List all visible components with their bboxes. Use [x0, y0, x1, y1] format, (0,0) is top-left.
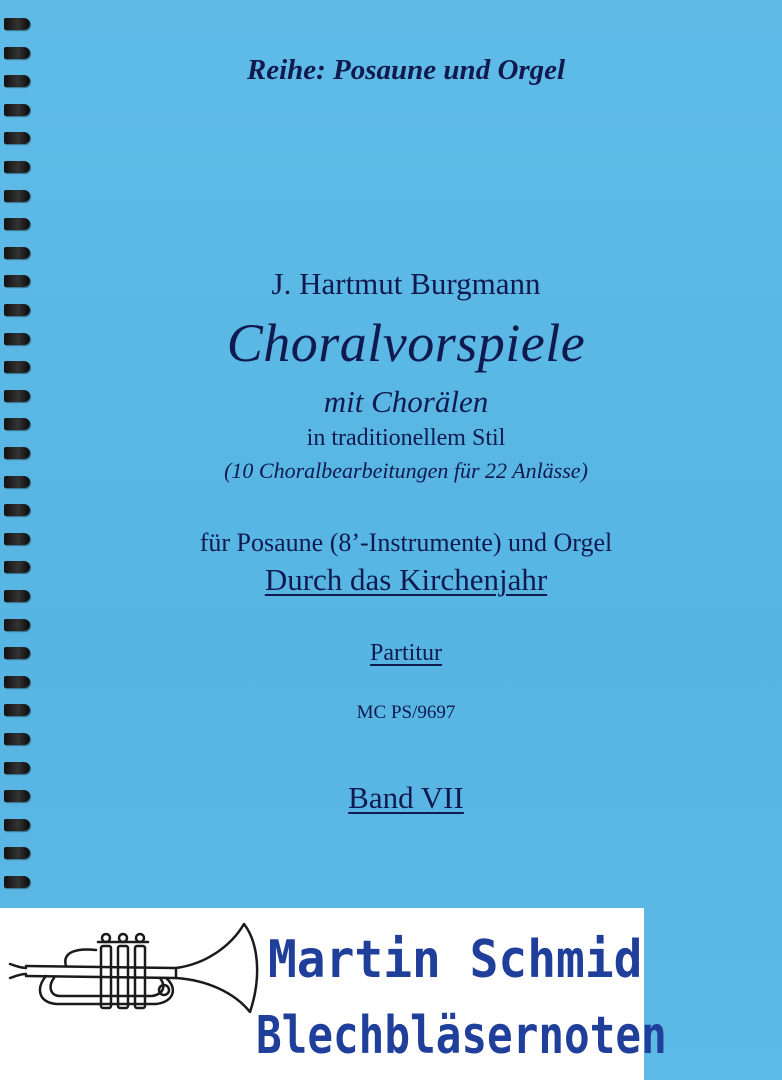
spiral-coil	[4, 619, 30, 631]
style-description: in traditionellem Stil	[306, 425, 506, 451]
spiral-coil	[4, 18, 30, 30]
spiral-coil	[4, 218, 30, 230]
main-title: Choralvorspiele	[226, 313, 586, 373]
spiral-coil	[4, 275, 30, 287]
spiral-coil	[4, 47, 30, 59]
logo-name: Martin Schmid	[268, 930, 643, 990]
arrangement-count: (10 Choralbearbeitungen für 22 Anlässe)	[224, 458, 588, 483]
volume-text: Band VII	[348, 780, 464, 815]
spiral-coil	[4, 418, 30, 430]
spiral-coil	[4, 304, 30, 316]
spiral-coil	[4, 819, 30, 831]
trumpet-icon	[6, 916, 270, 1026]
series-title: Reihe: Posaune und Orgel	[246, 54, 566, 86]
season-title	[30, 562, 782, 598]
logo-subtitle: Blechbläsernoten	[256, 1006, 667, 1066]
catalog-number: MC PS/9697	[356, 702, 456, 723]
volume-label	[30, 780, 782, 816]
spiral-coil	[4, 561, 30, 573]
score-type	[30, 640, 782, 667]
spiral-coil	[4, 361, 30, 373]
spiral-coil	[4, 447, 30, 459]
spiral-coil	[4, 476, 30, 488]
spiral-coil	[4, 132, 30, 144]
spiral-coil	[4, 75, 30, 87]
spiral-coil	[4, 190, 30, 202]
spiral-coil	[4, 590, 30, 602]
spiral-coil	[4, 762, 30, 774]
instrumentation: für Posaune (8’-Instrumente) und Orgel	[199, 528, 613, 557]
spiral-coil	[4, 704, 30, 716]
spiral-coil	[4, 876, 30, 888]
season-text: Durch das Kirchenjahr	[264, 562, 548, 597]
spiral-coil	[4, 104, 30, 116]
spiral-coil	[4, 247, 30, 259]
spiral-coil	[4, 533, 30, 545]
spiral-coil	[4, 847, 30, 859]
composer-name: J. Hartmut Burgmann	[271, 266, 541, 301]
publisher-logo	[0, 908, 667, 1080]
spiral-coil	[4, 733, 30, 745]
spiral-coil	[4, 676, 30, 688]
spiral-coil	[4, 647, 30, 659]
score-type-text: Partitur	[370, 640, 442, 666]
spiral-coil	[4, 504, 30, 516]
spiral-coil	[4, 333, 30, 345]
spiral-coil	[4, 161, 30, 173]
subtitle: mit Chorälen	[323, 384, 489, 419]
spiral-coil	[4, 390, 30, 402]
spiral-coil	[4, 790, 30, 802]
